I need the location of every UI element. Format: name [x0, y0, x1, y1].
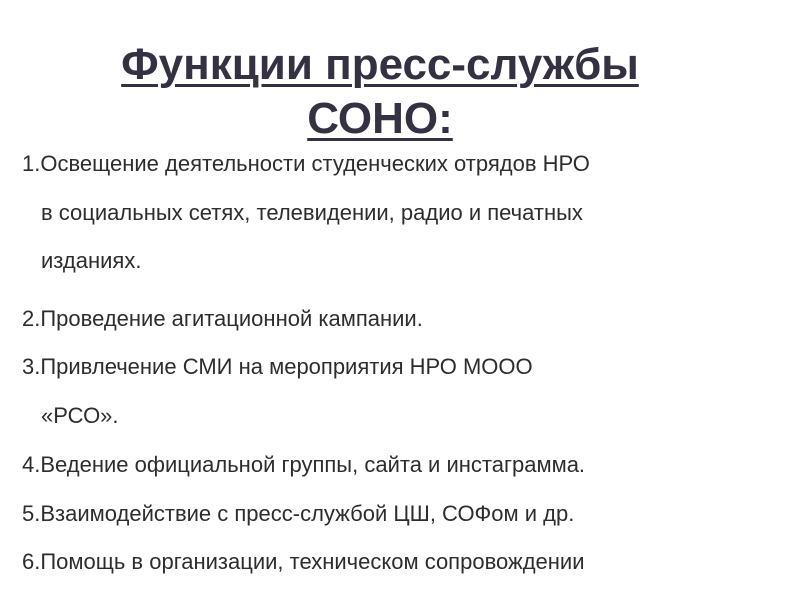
slide-title-line-2: СОНО: [307, 94, 453, 143]
item-2-line-1: 2.Проведение агитационной кампании. [22, 306, 423, 331]
item-1-line-2: в социальных сетях, телевидении, радио и печатных [41, 200, 583, 225]
item-6-line-1: 6.Помощь в организации, техническом сопровождении [22, 549, 585, 574]
item-1-line-3: изданиях. [41, 248, 142, 273]
slide-title [0, 38, 760, 146]
item-1-line-1: 1.Освещение деятельности студенческих отрядов НРО [22, 151, 590, 176]
item-3-line-1: 3.Привлечение СМИ на мероприятия НРО МООО [22, 354, 533, 379]
item-4-line-1: 4.Ведение официальной группы, сайта и инстаграмма. [22, 452, 586, 477]
slide-title-line-1: Функции пресс-службы [121, 40, 639, 89]
item-5-line-1: 5.Взаимодействие с пресс-службой ЦШ, СОФом и др. [22, 501, 575, 526]
item-3-line-2: «РСО». [41, 403, 119, 428]
